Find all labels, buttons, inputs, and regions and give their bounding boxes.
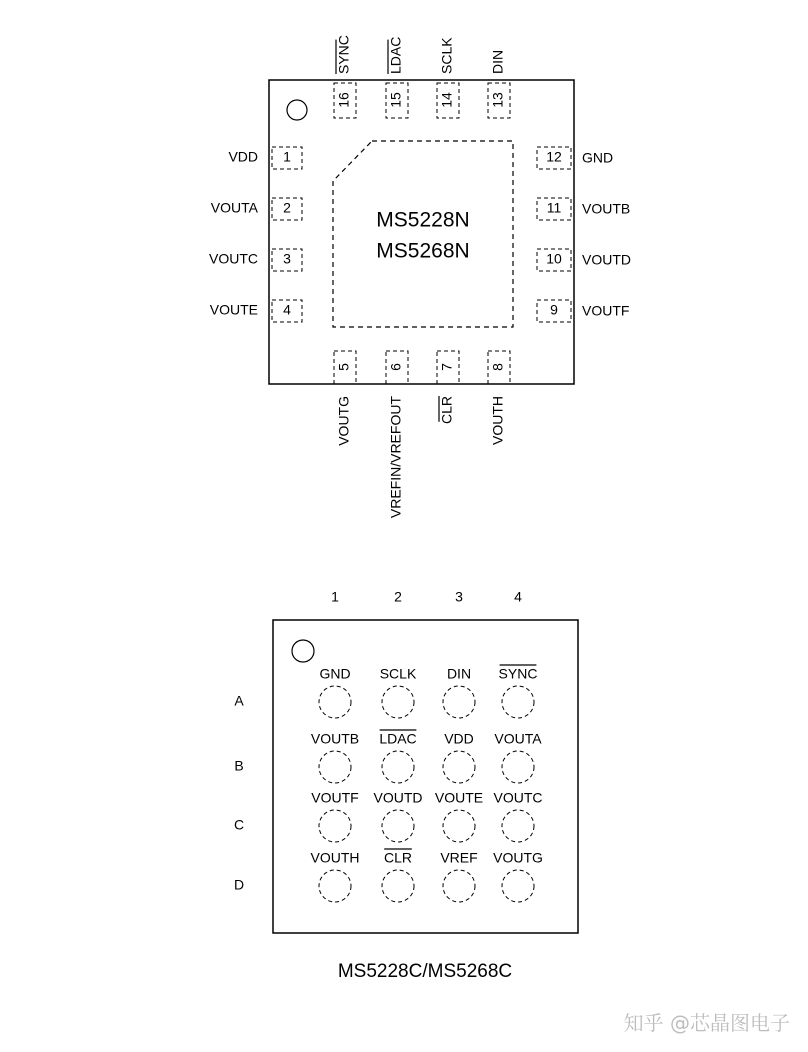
column-label: 2 <box>394 588 402 605</box>
pin-label: SYNC <box>335 35 352 74</box>
ball-label: VREF <box>440 849 478 866</box>
column-label: 4 <box>514 588 522 605</box>
pin-number: 11 <box>546 199 562 216</box>
bga-ball <box>319 686 351 718</box>
pin-number: 14 <box>438 92 455 108</box>
pin-number: 7 <box>438 363 455 371</box>
bga-ball <box>502 686 534 718</box>
pin-number: 1 <box>283 148 291 165</box>
bga-ball <box>382 686 414 718</box>
pin-label: VOUTG <box>335 396 352 446</box>
column-label: 1 <box>331 588 339 605</box>
ball-label: VOUTF <box>311 789 359 806</box>
bga-ball <box>443 751 475 783</box>
bga-ball <box>443 870 475 902</box>
ball-label: VDD <box>444 730 474 747</box>
pin-label: VOUTA <box>210 199 258 216</box>
ball-label: VOUTA <box>494 730 542 747</box>
pin-label: VOUTH <box>489 396 506 445</box>
ball-label: CLR <box>383 849 413 866</box>
qfn-package-outline <box>269 80 574 384</box>
bga-ball <box>443 810 475 842</box>
pin-label: GND <box>582 149 614 166</box>
bga-caption: MS5228C/MS5268C <box>337 961 513 983</box>
bga-ball <box>382 870 414 902</box>
pin-label: VOUTE <box>209 301 258 318</box>
ball-label: SYNC <box>498 665 538 682</box>
bga-ball <box>319 751 351 783</box>
bga-ball <box>382 810 414 842</box>
row-label: A <box>234 692 244 709</box>
pin-number: 4 <box>283 301 291 318</box>
ball-label: LDAC <box>379 730 417 747</box>
exposed-pad <box>333 141 513 327</box>
pin-label: SCLK <box>438 37 455 74</box>
pin-number: 12 <box>546 148 562 165</box>
bga-ball <box>319 870 351 902</box>
pin-number: 5 <box>335 363 352 371</box>
ball-label: GND <box>319 665 351 682</box>
row-label: B <box>234 757 244 774</box>
pin1-marker <box>287 100 307 120</box>
ball-label: VOUTC <box>493 789 543 806</box>
pin-label: VOUTB <box>582 200 631 217</box>
ball-label: VOUTG <box>493 849 543 866</box>
bga-ball <box>443 686 475 718</box>
pin-number: 15 <box>387 92 404 108</box>
pin-label: DIN <box>489 49 506 74</box>
column-label: 3 <box>455 588 463 605</box>
pin-number: 2 <box>283 199 291 216</box>
ball-label: VOUTB <box>310 730 360 747</box>
bga-ball <box>319 810 351 842</box>
ball-label: VOUTH <box>310 849 360 866</box>
pin-number: 8 <box>489 363 506 371</box>
row-label: D <box>233 876 245 893</box>
watermark: 知乎 @芯晶图电子 <box>623 1011 790 1035</box>
pin-number: 9 <box>550 301 558 318</box>
pin-label: VOUTF <box>582 302 630 319</box>
pin-number: 16 <box>335 92 352 108</box>
chip-name: MS5228N <box>376 208 470 232</box>
ball-a1-marker <box>292 640 314 662</box>
ball-label: DIN <box>446 665 472 682</box>
row-label: C <box>233 816 245 833</box>
bga-ball <box>502 751 534 783</box>
pin-label: VOUTD <box>582 251 631 268</box>
pin-label: VOUTC <box>209 250 258 267</box>
ball-label: VOUTE <box>434 789 484 806</box>
pin-label: CLR <box>438 396 455 425</box>
ball-label: VOUTD <box>373 789 423 806</box>
pin-label: VREFIN/VREFOUT <box>387 396 404 519</box>
pin-number: 3 <box>283 250 291 267</box>
pin-number: 10 <box>546 250 562 267</box>
bga-ball <box>502 870 534 902</box>
ball-label: SCLK <box>379 665 417 682</box>
pin-number: 13 <box>489 92 506 108</box>
chip-name: MS5268N <box>376 239 470 263</box>
bga-ball <box>382 751 414 783</box>
bga-ball <box>502 810 534 842</box>
pin-number: 6 <box>387 363 404 371</box>
pin-label: VDD <box>228 148 258 165</box>
pin-label: LDAC <box>387 36 404 74</box>
